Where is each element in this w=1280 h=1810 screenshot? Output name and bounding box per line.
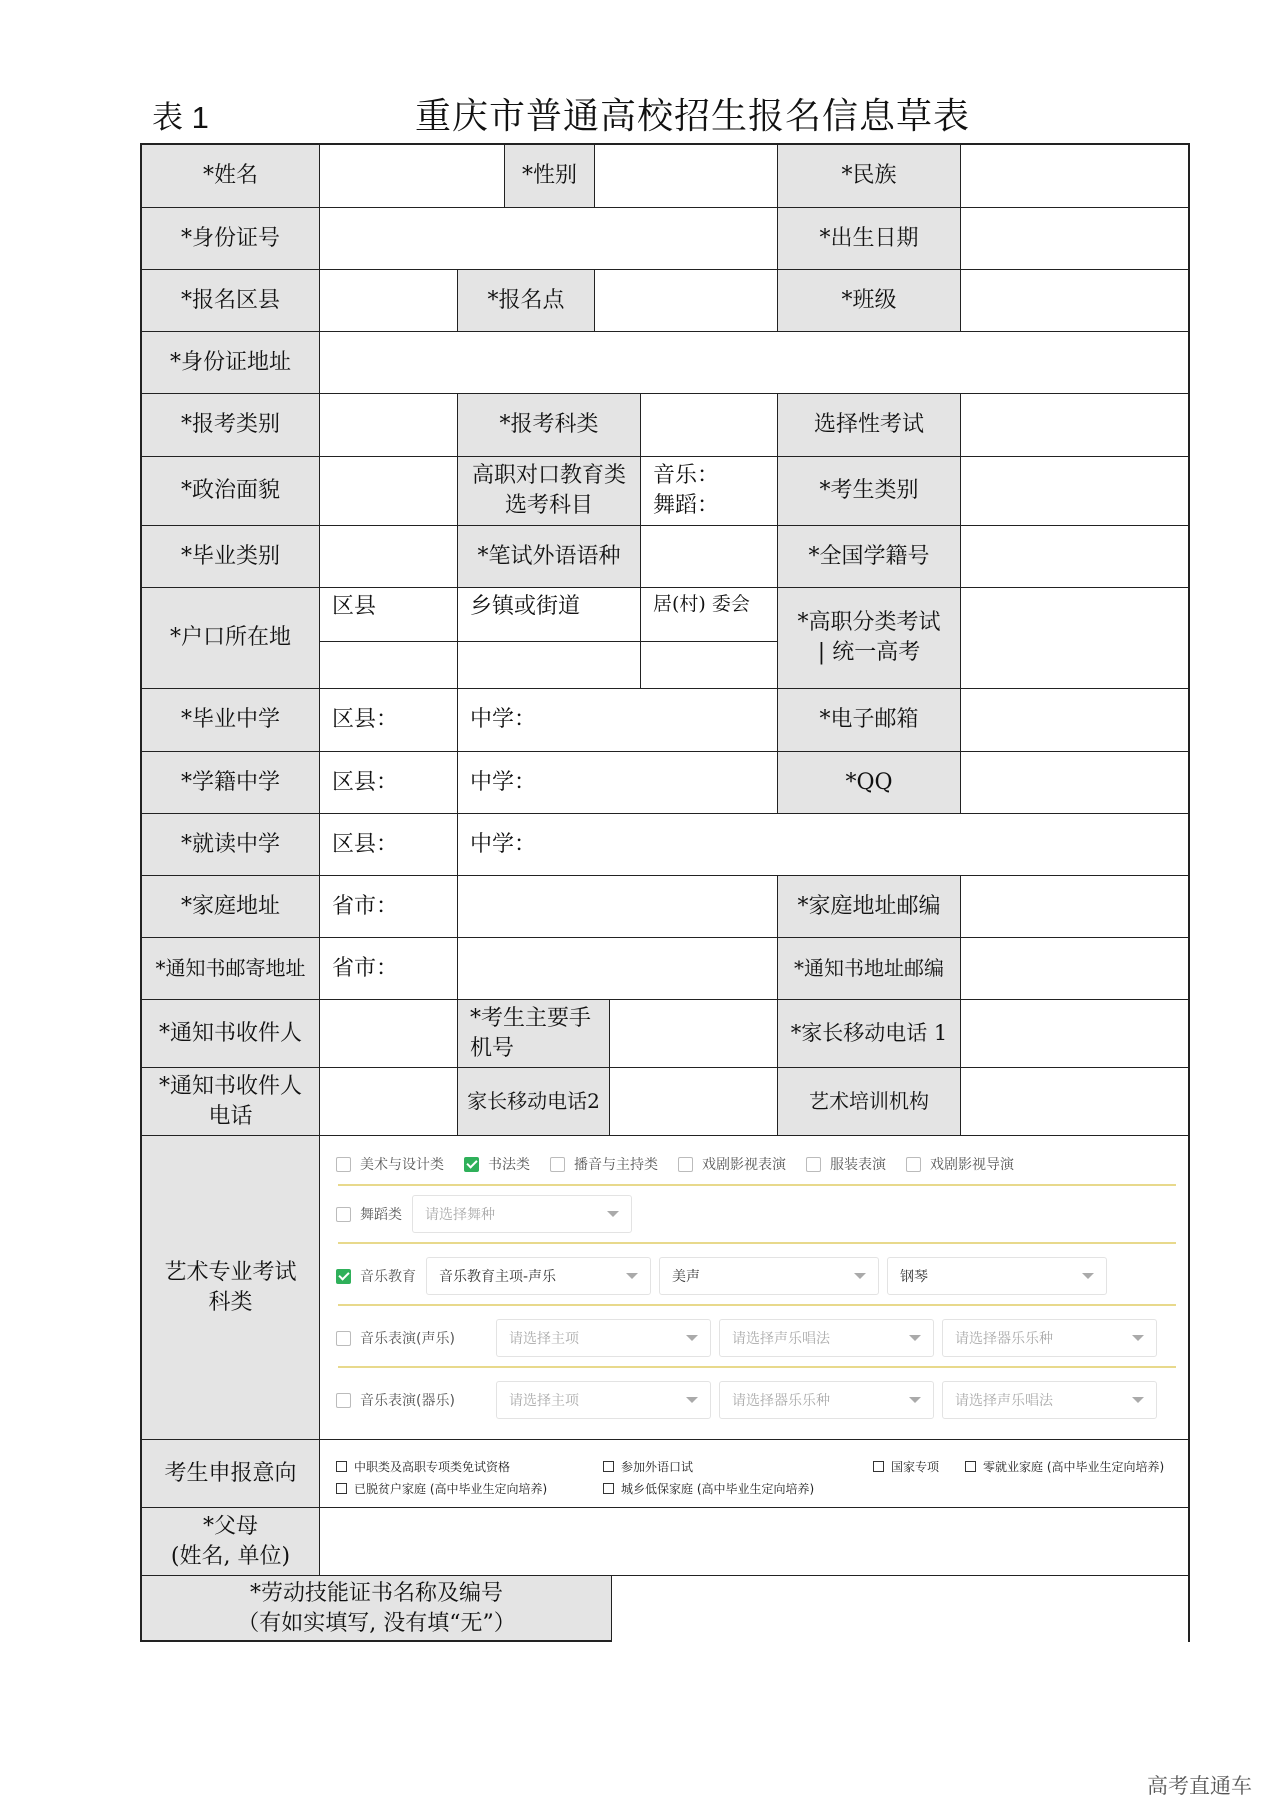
attending-school-field[interactable]: 中学：	[458, 814, 1189, 876]
music-instr-method-select[interactable]	[942, 1381, 1157, 1419]
checkbox-checked-icon[interactable]	[336, 1269, 351, 1284]
music-edu-instrument-value: 钢琴	[900, 1269, 928, 1285]
ethnicity-label: *民族	[778, 145, 961, 208]
district-field[interactable]	[320, 270, 458, 332]
vocational-subject-line-2: 选考科目	[504, 493, 593, 518]
subject-category-field[interactable]	[641, 394, 778, 457]
music-vocal-main-select[interactable]	[496, 1319, 711, 1357]
chevron-down-icon	[909, 1335, 921, 1341]
checkbox-icon[interactable]	[336, 1393, 351, 1408]
art-option-label: 播音与主持类	[574, 1157, 658, 1173]
mobile-label	[458, 1000, 610, 1068]
labor-cert-label	[142, 1576, 612, 1642]
table-border-top	[140, 143, 1190, 145]
chevron-down-icon	[626, 1273, 638, 1279]
email-field[interactable]	[961, 689, 1189, 752]
application-intent-label: 考生申报意向	[142, 1440, 320, 1508]
checkbox-icon[interactable]	[336, 1461, 347, 1472]
household-town-field[interactable]	[458, 642, 641, 689]
art-separator	[338, 1242, 1176, 1244]
intent-option-label: 零就业家庭 (高中毕业生定向培养)	[983, 1460, 1165, 1474]
art-training-label: 艺术培训机构	[778, 1068, 961, 1136]
art-subject-line-2: 科类	[208, 1289, 253, 1315]
id-number-label: *身份证号	[142, 208, 320, 270]
household-label: *户口所在地	[142, 588, 320, 689]
household-committee-field[interactable]	[641, 642, 778, 689]
labor-cert-field[interactable]	[612, 1576, 1189, 1642]
music-edu-option[interactable]	[336, 1266, 416, 1286]
checkbox-icon[interactable]	[678, 1157, 693, 1172]
mobile-field[interactable]	[610, 1000, 778, 1068]
art-option[interactable]	[678, 1154, 786, 1174]
checkbox-checked-icon[interactable]	[464, 1157, 479, 1172]
art-option-label: 戏剧影视导演	[930, 1157, 1014, 1173]
subject-category-label: *报考科类	[458, 394, 641, 457]
table-border-bottom	[140, 1640, 612, 1642]
politics-field[interactable]	[320, 457, 458, 526]
music-edu-main-select[interactable]	[426, 1257, 651, 1295]
notice-recipient-label: *通知书收件人	[142, 1000, 320, 1068]
birth-date-label: *出生日期	[778, 208, 961, 270]
checkbox-icon[interactable]	[336, 1157, 351, 1172]
household-committee-header: 居(村) 委会	[641, 588, 778, 642]
art-option-label: 书法类	[488, 1157, 530, 1173]
music-dance-field[interactable]	[641, 457, 778, 526]
application-intent-options	[330, 1452, 1180, 1506]
intent-option-label: 已脱贫户家庭 (高中毕业生定向培养)	[354, 1482, 548, 1496]
vocational-subject-label	[458, 457, 641, 526]
qq-field[interactable]	[961, 752, 1189, 814]
chevron-down-icon	[909, 1397, 921, 1403]
labor-cert-line-2: （有如实填写, 没有填“无”）	[237, 1611, 516, 1636]
birth-date-field[interactable]	[961, 208, 1189, 270]
foreign-language-label: *笔试外语语种	[458, 526, 641, 588]
enrolled-school-district-field[interactable]: 区县：	[320, 752, 458, 814]
music-vocal-main-placeholder: 请选择主项	[509, 1331, 579, 1347]
intent-option-label: 中职类及高职专项类免试资格	[354, 1460, 511, 1474]
labor-cert-line-1: *劳动技能证书名称及编号	[249, 1581, 503, 1607]
music-instr-method-placeholder: 请选择声乐唱法	[955, 1393, 1053, 1409]
chevron-down-icon	[686, 1335, 698, 1341]
chevron-down-icon	[686, 1397, 698, 1403]
art-row-music-vocal	[336, 1318, 1176, 1358]
art-option-label: 美术与设计类	[360, 1157, 444, 1173]
attending-school-district-field[interactable]: 区县：	[320, 814, 458, 876]
watermark: 高考直通车	[1147, 1775, 1252, 1798]
table-border-right	[1188, 143, 1190, 1642]
intent-option[interactable]	[603, 1480, 814, 1497]
art-row-music-edu	[336, 1256, 1176, 1296]
dance-select[interactable]	[412, 1195, 632, 1233]
art-separator	[338, 1184, 1176, 1186]
recipient-phone-line-1: *通知书收件人	[158, 1073, 302, 1099]
mobile-label-line-1: *考生主要手	[470, 1006, 592, 1031]
dance-option-label: 舞蹈类	[360, 1207, 402, 1223]
graduation-type-field[interactable]	[320, 526, 458, 588]
music-edu-voice-value: 美声	[672, 1269, 700, 1285]
parent-phone-2-label: 家长移动电话2	[458, 1068, 610, 1136]
checkbox-icon[interactable]	[603, 1461, 614, 1472]
music-instrument-label: 音乐表演(器乐)	[360, 1393, 455, 1409]
elective-exam-field[interactable]	[961, 394, 1189, 457]
art-subject-line-1: 艺术专业考试	[164, 1259, 297, 1285]
music-prefix: 音乐：	[653, 463, 720, 488]
politics-label: *政治面貌	[142, 457, 320, 526]
intent-option[interactable]	[873, 1458, 939, 1475]
recipient-phone-line-2: 电话	[208, 1103, 253, 1129]
parents-label	[142, 1508, 320, 1576]
vocational-exam-field[interactable]	[961, 588, 1189, 689]
attending-school-label: *就读中学	[142, 814, 320, 876]
art-option-label: 戏剧影视表演	[702, 1157, 786, 1173]
exam-category-label: *报考类别	[142, 394, 320, 457]
recipient-phone-label	[142, 1068, 320, 1136]
art-row-music-instrument	[336, 1380, 1176, 1420]
site-label: *报名点	[458, 270, 595, 332]
parents-line-2: (姓名, 单位)	[170, 1543, 291, 1569]
page-title: 重庆市普通高校招生报名信息草表	[415, 95, 971, 136]
intent-option[interactable]	[336, 1480, 547, 1497]
checkbox-icon[interactable]	[336, 1483, 347, 1494]
chevron-down-icon	[1132, 1335, 1144, 1341]
music-instrument-option[interactable]	[336, 1390, 486, 1410]
art-option[interactable]	[806, 1154, 886, 1174]
art-option[interactable]	[336, 1154, 444, 1174]
art-subject-selector	[328, 1142, 1184, 1434]
name-label: *姓名	[142, 145, 320, 208]
notice-recipient-field[interactable]	[320, 1000, 458, 1068]
music-instr-instrument-placeholder: 请选择器乐乐种	[732, 1393, 830, 1409]
art-row-dance	[336, 1194, 1176, 1234]
recipient-phone-field[interactable]	[320, 1068, 458, 1136]
home-province-field[interactable]: 省市：	[320, 876, 458, 938]
art-option-label: 服装表演	[830, 1157, 886, 1173]
chevron-down-icon	[1082, 1273, 1094, 1279]
notice-postcode-field[interactable]	[961, 938, 1189, 1000]
grad-school-field[interactable]: 中学：	[458, 689, 778, 752]
music-instr-instrument-select[interactable]	[719, 1381, 934, 1419]
art-separator	[338, 1304, 1176, 1306]
parent-phone-1-label: *家长移动电话 1	[778, 1000, 961, 1068]
vocational-exam-line-2: | 统一高考	[817, 640, 921, 665]
music-edu-instrument-select[interactable]	[887, 1257, 1107, 1295]
foreign-language-field[interactable]	[641, 526, 778, 588]
notice-address-field[interactable]	[458, 938, 778, 1000]
music-vocal-method-placeholder: 请选择声乐唱法	[732, 1331, 830, 1347]
intent-option-label: 参加外语口试	[621, 1460, 694, 1474]
id-address-label: *身份证地址	[142, 332, 320, 394]
notice-province-field[interactable]: 省市：	[320, 938, 458, 1000]
intent-option[interactable]	[603, 1458, 693, 1475]
parents-field[interactable]	[320, 1508, 1189, 1576]
art-separator	[338, 1366, 1176, 1368]
mobile-label-line-2: 机号	[470, 1035, 515, 1061]
student-number-label: *全国学籍号	[778, 526, 961, 588]
home-address-label: *家庭地址	[142, 876, 320, 938]
enrolled-school-label: *学籍中学	[142, 752, 320, 814]
chevron-down-icon	[607, 1211, 619, 1217]
music-vocal-method-select[interactable]	[719, 1319, 934, 1357]
chevron-down-icon	[1132, 1397, 1144, 1403]
parent-phone-2-field[interactable]	[610, 1068, 778, 1136]
ethnicity-field[interactable]	[961, 145, 1189, 208]
table-border-left	[140, 143, 142, 1642]
checkbox-icon[interactable]	[965, 1461, 976, 1472]
checkbox-icon[interactable]	[806, 1157, 821, 1172]
email-label: *电子邮箱	[778, 689, 961, 752]
exam-category-field[interactable]	[320, 394, 458, 457]
art-subject-label	[142, 1136, 320, 1440]
candidate-type-field[interactable]	[961, 457, 1189, 526]
elective-exam-label: 选择性考试	[778, 394, 961, 457]
art-option[interactable]	[906, 1154, 1014, 1174]
grad-school-district-field[interactable]: 区县：	[320, 689, 458, 752]
student-number-field[interactable]	[961, 526, 1189, 588]
chevron-down-icon	[854, 1273, 866, 1279]
art-row-categories	[336, 1150, 1176, 1178]
checkbox-icon[interactable]	[603, 1483, 614, 1494]
music-vocal-option[interactable]	[336, 1328, 486, 1348]
dance-option[interactable]	[336, 1204, 402, 1224]
dance-select-placeholder: 请选择舞种	[425, 1207, 495, 1223]
music-vocal-instrument-select[interactable]	[942, 1319, 1157, 1357]
gender-label: *性别	[505, 145, 595, 208]
music-instr-main-select[interactable]	[496, 1381, 711, 1419]
intent-option-label: 国家专项	[891, 1460, 940, 1474]
household-town-header: 乡镇或街道	[458, 588, 641, 642]
intent-option[interactable]	[965, 1458, 1164, 1475]
music-vocal-instrument-placeholder: 请选择器乐乐种	[955, 1331, 1053, 1347]
class-label: *班级	[778, 270, 961, 332]
enrolled-school-field[interactable]: 中学：	[458, 752, 778, 814]
home-address-field[interactable]	[458, 876, 778, 938]
parents-line-1: *父母	[202, 1513, 258, 1539]
checkbox-icon[interactable]	[336, 1331, 351, 1346]
home-postcode-field[interactable]	[961, 876, 1189, 938]
candidate-type-label: *考生类别	[778, 457, 961, 526]
parent-phone-1-field[interactable]	[961, 1000, 1189, 1068]
vocational-exam-label	[778, 588, 961, 689]
dance-prefix: 舞蹈：	[653, 492, 720, 518]
vocational-exam-line-1: *高职分类考试	[797, 610, 941, 636]
checkbox-icon[interactable]	[873, 1461, 884, 1472]
intent-option-label: 城乡低保家庭 (高中毕业生定向培养)	[621, 1482, 815, 1496]
id-number-field[interactable]	[320, 208, 778, 270]
gender-field[interactable]	[595, 145, 778, 208]
art-option[interactable]	[550, 1154, 658, 1174]
intent-option[interactable]	[336, 1458, 510, 1475]
id-address-field[interactable]	[320, 332, 1189, 394]
household-district-field[interactable]	[320, 642, 458, 689]
notice-address-label: *通知书邮寄地址	[142, 938, 320, 1000]
music-edu-label: 音乐教育	[360, 1269, 416, 1285]
class-field[interactable]	[961, 270, 1189, 332]
art-training-field[interactable]	[961, 1068, 1189, 1136]
checkbox-icon[interactable]	[550, 1157, 565, 1172]
site-field[interactable]	[595, 270, 778, 332]
qq-label: *QQ	[778, 752, 961, 814]
grad-school-label: *毕业中学	[142, 689, 320, 752]
music-edu-main-value: 音乐教育主项-声乐	[439, 1269, 557, 1285]
vocational-subject-line-1: 高职对口教育类	[471, 463, 626, 489]
household-district-header: 区县	[320, 588, 458, 642]
graduation-type-label: *毕业类别	[142, 526, 320, 588]
music-edu-voice-select[interactable]	[659, 1257, 879, 1295]
notice-postcode-label: *通知书地址邮编	[778, 938, 961, 1000]
music-vocal-label: 音乐表演(声乐)	[360, 1331, 455, 1347]
checkbox-icon[interactable]	[336, 1207, 351, 1222]
checkbox-icon[interactable]	[906, 1157, 921, 1172]
name-field[interactable]	[320, 145, 505, 208]
home-postcode-label: *家庭地址邮编	[778, 876, 961, 938]
music-instr-main-placeholder: 请选择主项	[509, 1393, 579, 1409]
district-label: *报名区县	[142, 270, 320, 332]
art-option[interactable]	[464, 1154, 530, 1174]
table-number: 表 1	[152, 100, 209, 135]
